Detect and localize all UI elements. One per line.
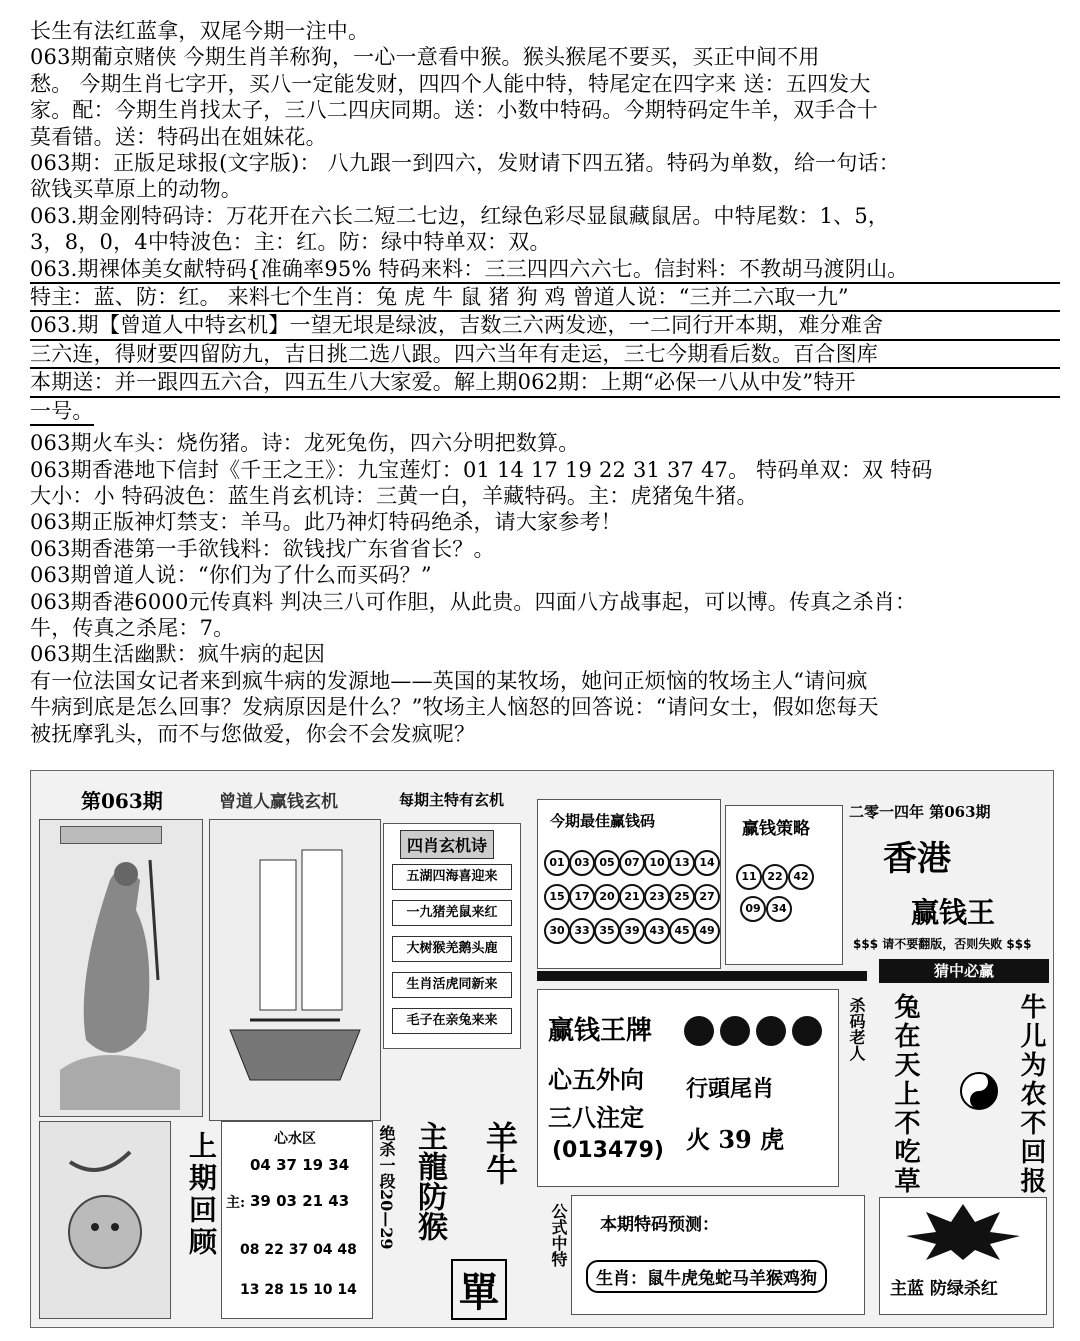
number-row: 39 03 21 43	[250, 1192, 350, 1210]
article-line: 063期香港地下信封《千王之王》：九宝莲灯：01 14 17 19 22 31 37 47。 特码单双：双 特码	[30, 457, 933, 482]
article-line: 愁。 今期生肖七字开，买八一定能发财，四四个人能中特，特尾定在四字来 送：五四发大	[30, 71, 871, 96]
poem-row: 一九猪羌鼠来红	[392, 900, 512, 926]
article-line: 063.期金刚特码诗：万花开在六长二短二七边，红绿色彩尽显鼠藏鼠居。中特尾数：1、5，	[30, 203, 890, 228]
article-line: 063期香港6000元传真料 判决三八可作胆，从此贵。四面八方战事起，可以博。传真之杀肖：	[30, 589, 917, 614]
best-numbers-panel	[537, 799, 721, 969]
number-ball: 35	[594, 918, 620, 944]
number-ball: 30	[544, 918, 570, 944]
number-ball: 05	[594, 850, 620, 876]
black-divider	[537, 971, 867, 981]
article-line: 063期葡京赌侠 今期生肖羊称狗，一心一意看中猴。猴头猴尾不要买，买正中间不用	[30, 45, 820, 70]
number-ball: 43	[644, 918, 670, 944]
king-panel	[537, 989, 839, 1187]
article-line: 063期：正版足球报(文字版)： 八九跟一到四六，发财请下四五猪。特码为单数，给一句话：	[30, 151, 900, 176]
article-line: 欲钱买草原上的动物。	[30, 177, 242, 202]
article-line: 063期香港第一手欲钱料：欲钱找广东省省长？。	[30, 536, 495, 561]
strategy-title: 赢钱策略	[742, 819, 810, 839]
article-line: 牛病到底是怎么回事？发病原因是什么？”牧场主人恼怒的回答说：“请问女士，假如您每天	[30, 695, 879, 720]
main-dragon: 主龍防猴	[412, 1121, 447, 1241]
year-issue: 二零一四年 第063期	[849, 803, 991, 821]
article-line: 063期生活幽默：疯牛病的起因	[30, 642, 326, 667]
picture-panel-top	[39, 819, 203, 1117]
article-line: 特主：蓝、防：红。 来料七个生肖：兔 虎 牛 鼠 猪 狗 鸡 曾道人说：“三并二六取一九”	[30, 284, 1060, 312]
strategy-ball: 34	[766, 896, 792, 922]
ship-illustration	[210, 820, 380, 1120]
vertical-poem-right: 牛儿为农不回报	[1016, 993, 1046, 1196]
strategy-ball: 42	[788, 864, 814, 890]
article-line: 三六连，得财要四留防九，吉日挑二选八跟。四六当年有走运，三七今期看后数。百合图库	[30, 341, 1060, 369]
number-ball: 39	[619, 918, 645, 944]
head-tail-value: 火 39 虎	[686, 1125, 785, 1154]
king-numbers: (013479)	[552, 1138, 664, 1163]
article-line: 长生有法红蓝拿，双尾今期一注中。	[30, 19, 370, 43]
article-text	[30, 18, 1060, 747]
strategy-panel	[725, 805, 843, 965]
number-ball: 21	[619, 884, 645, 910]
number-row: 13 28 15 10 14	[240, 1282, 357, 1298]
water-label: 心水区	[274, 1131, 316, 1147]
number-ball: 49	[694, 918, 720, 944]
lady-illustration	[40, 820, 202, 1116]
article-line: 3，8，0，4中特波色：主：红。防：绿中特单双：双。	[30, 230, 551, 255]
hong-kong-title: 香港	[883, 839, 951, 879]
article-line: 063期曾道人说：“你们为了什么而买码？”	[30, 563, 432, 588]
article-line: 牛，传真之杀尾：7。	[30, 615, 235, 640]
king-title: 赢钱王牌	[548, 1016, 653, 1046]
prediction-title: 本期特码预测：	[600, 1215, 719, 1235]
strategy-ball: 22	[762, 864, 788, 890]
article-line: 本期送：并一跟四五六合，四五生八大家爱。解上期062期：上期“必保一八从中发”特开	[30, 369, 1060, 397]
poem-box-title: 四肖玄机诗	[400, 830, 494, 859]
number-row: 08 22 37 04 48	[240, 1242, 357, 1258]
number-ball: 23	[644, 884, 670, 910]
win-king-title: 赢钱王	[911, 896, 996, 929]
last-issue-label: 上期回顾	[185, 1131, 218, 1259]
number-row: 04 37 19 34	[250, 1156, 350, 1174]
number-ball: 14	[694, 850, 720, 876]
cartoon-illustration	[40, 1122, 170, 1318]
poem-row: 毛子在亲兔来来	[392, 1008, 512, 1034]
best-numbers-title: 今期最佳赢钱码	[550, 812, 656, 830]
sheep-ox: 羊牛	[481, 1121, 519, 1185]
bottom-right-text: 主蓝 防绿杀红	[890, 1279, 998, 1299]
article-line: 063.期裸体美女献特码{准确率95% 特码来料：三三四四六六七。信封料：不教胡马渡阴山。	[30, 256, 1060, 284]
vertical-poem-left: 兔在天上不吃草	[890, 993, 920, 1196]
article-line: 莫看错。送：特码出在姐妹花。	[30, 124, 327, 149]
king-line-2: 三八注定	[548, 1103, 644, 1132]
banner-subtitle: 每期主特有玄机	[399, 791, 505, 809]
article-line: 大小：小 特码波色：蓝生肖玄机诗：三黄一白，羊藏特码。主：虎猪兔牛猪。	[30, 483, 758, 508]
number-ball: 33	[569, 918, 595, 944]
kill-label: 绝杀一段20—29	[377, 1125, 396, 1250]
black-dots	[684, 1016, 824, 1050]
number-ball: 17	[569, 884, 595, 910]
poem-row: 生肖活虎同新来	[392, 972, 512, 998]
bottom-right-panel	[879, 1197, 1047, 1315]
number-ball: 27	[694, 884, 720, 910]
article-line: 一号。	[30, 398, 94, 426]
number-ball: 01	[544, 850, 570, 876]
must-win-bar: 猜中必赢	[879, 959, 1049, 983]
king-line-1: 心五外向	[548, 1065, 644, 1094]
article-line: 有一位法国女记者来到疯牛病的发源地——英国的某牧场，她问正烦恼的牧场主人“请问疯	[30, 668, 868, 693]
yin-yang-icon	[959, 1071, 999, 1111]
zodiac-line: 生肖：鼠牛虎兔蛇马羊猴鸡狗	[586, 1260, 827, 1293]
newspaper-clipping	[30, 770, 1054, 1328]
banner-title: 曾道人赢钱玄机	[219, 792, 338, 812]
number-ball: 10	[644, 850, 670, 876]
numbers-panel	[221, 1121, 373, 1319]
strategy-ball: 11	[736, 864, 762, 890]
main-label: 主:	[226, 1195, 246, 1211]
number-ball: 20	[594, 884, 620, 910]
starburst-icon	[880, 1202, 1046, 1262]
issue-number: 第063期	[81, 789, 163, 813]
article-line: 063期火车头：烧伤猪。诗：龙死兔伤，四六分明把数算。	[30, 431, 580, 456]
article-line: 063.期【曾道人中特玄机】一望无垠是绿波，吉数三六两发迹，一二同行开本期，难分难舍	[30, 312, 1060, 340]
article-line: 被抚摩乳头，而不与您做爱，你会不会发疯呢？	[30, 721, 476, 746]
prediction-panel	[571, 1195, 865, 1315]
single-mark: 單	[451, 1259, 507, 1320]
number-ball: 13	[669, 850, 695, 876]
picture-panel-bottom	[39, 1121, 171, 1319]
number-ball: 15	[544, 884, 570, 910]
poem-box	[383, 823, 521, 1049]
formula-label: 公式中特	[549, 1203, 568, 1267]
number-ball: 25	[669, 884, 695, 910]
poem-row: 大树猴羌鹅头鹿	[392, 936, 512, 962]
killer-label: 杀码老人	[847, 997, 866, 1061]
head-tail-title: 行頭尾肖	[686, 1076, 775, 1102]
number-ball: 45	[669, 918, 695, 944]
dollar-line: $$$ 请不要翻版，否则失败 $$$	[853, 937, 1032, 951]
poem-row: 五湖四海喜迎来	[392, 864, 512, 890]
strategy-ball: 09	[740, 896, 766, 922]
article-line: 家。配：今期生肖找太子，三八二四庆同期。送：小数中特码。今期特码定牛羊，双手合十	[30, 98, 878, 123]
number-ball: 07	[619, 850, 645, 876]
article-line: 063期正版神灯禁支：羊马。此乃神灯特码绝杀，请大家参考！	[30, 510, 622, 535]
number-ball: 03	[569, 850, 595, 876]
ship-panel	[209, 819, 381, 1121]
